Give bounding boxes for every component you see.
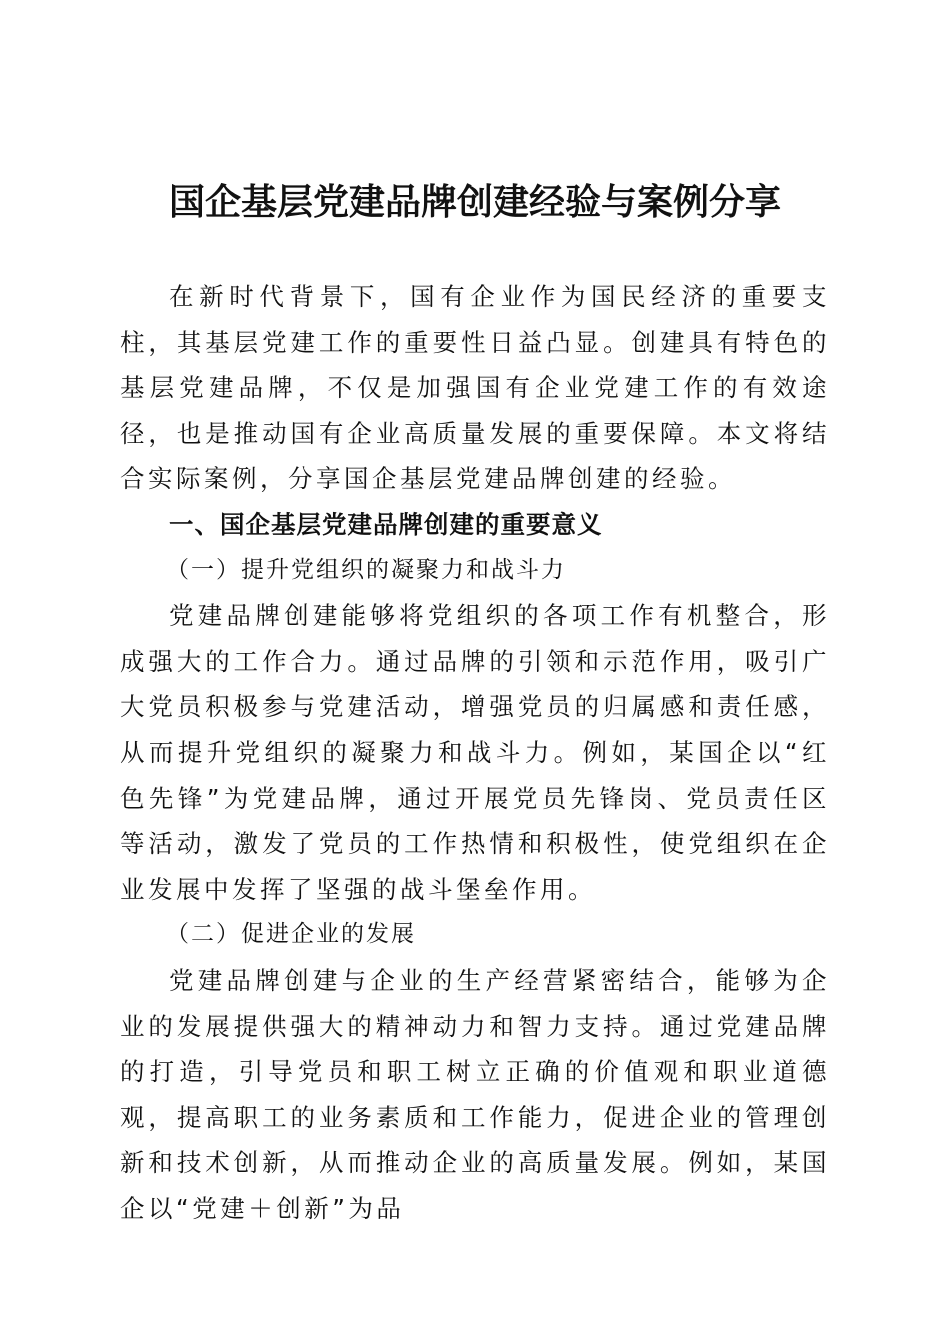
subsection-2-paragraph: 党建品牌创建与企业的生产经营紧密结合，能够为企业的发展提供强大的精神动力和智力支持。通过党建品牌的打造，引导党员和职工树立正确的价值观和职业道德观，提高职工的业务素质和工作能力，促进企业的管理创新和技术创新，从而推动企业的高质量发展。例如，某国企以“党建＋创新”为品 bbox=[120, 965, 830, 1223]
subsection-2-heading: （二）促进企业的发展 bbox=[166, 921, 416, 948]
intro-paragraph: 在新时代背景下，国有企业作为国民经济的重要支柱，其基层党建工作的重要性日益凸显。创建具有特色的基层党建品牌，不仅是加强国有企业党建工作的有效途径，也是推动国有企业高质量发展的重要保障。本文将结合实际案例，分享国企基层党建品牌创建的经验。 bbox=[120, 282, 830, 494]
subsection-1-heading: （一）提升党组织的凝聚力和战斗力 bbox=[166, 556, 566, 583]
document-body bbox=[120, 274, 830, 1231]
document-title: 国企基层党建品牌创建经验与案例分享 bbox=[168, 181, 781, 223]
section-1-heading: 一、国企基层党建品牌创建的重要意义 bbox=[169, 509, 603, 539]
subsection-1-paragraph: 党建品牌创建能够将党组织的各项工作有机整合，形成强大的工作合力。通过品牌的引领和示范作用，吸引广大党员积极参与党建活动，增强党员的归属感和责任感，从而提升党组织的凝聚力和战斗力。例如，某国企以“红色先锋”为党建品牌，通过开展党员先锋岗、党员责任区等活动，激发了党员的工作热情和积极性，使党组织在企业发展中发挥了坚强的战斗堡垒作用。 bbox=[120, 601, 830, 904]
